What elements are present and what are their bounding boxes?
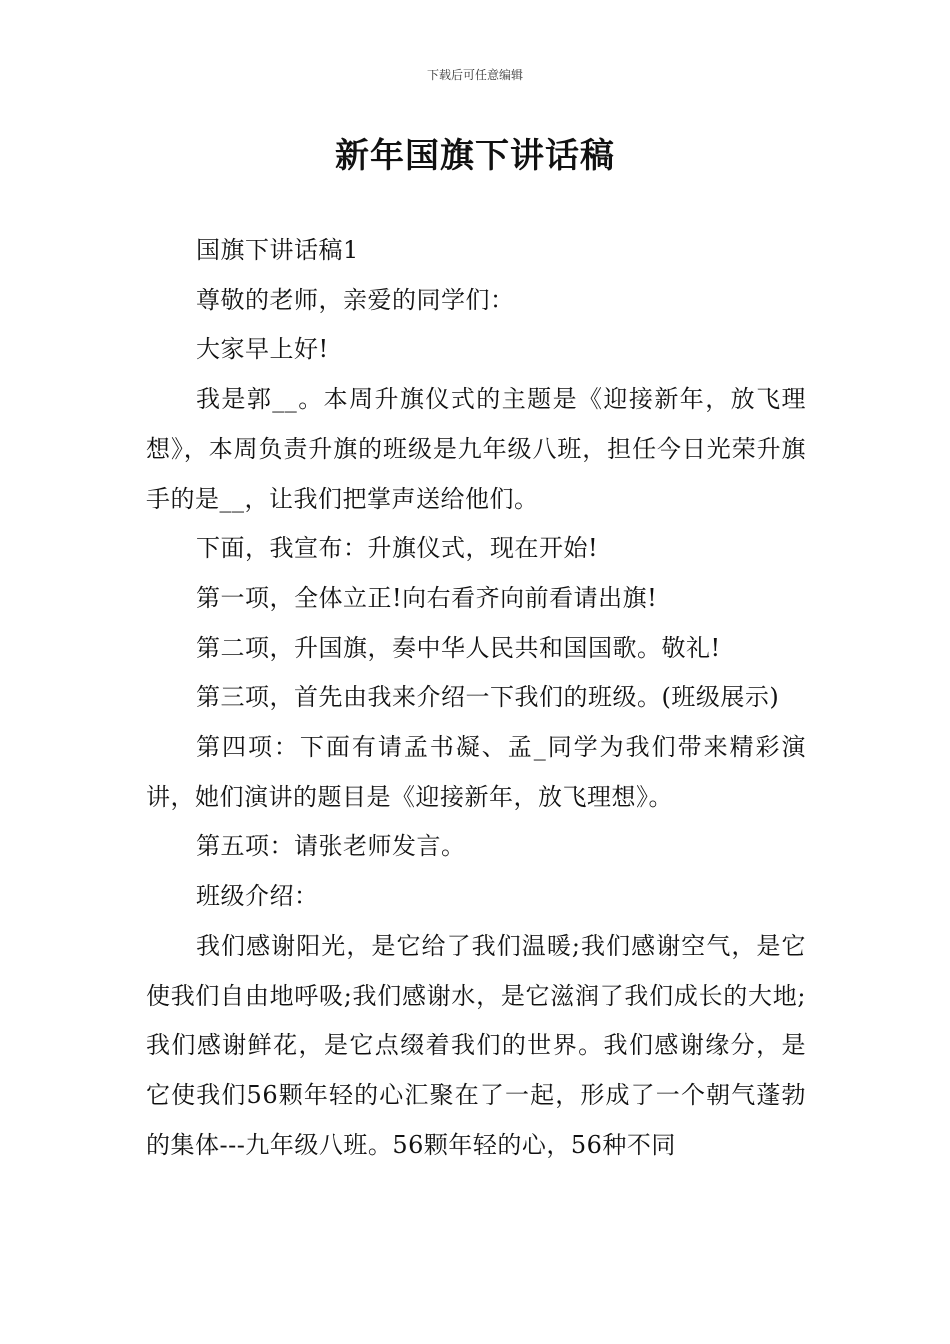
paragraph-item-one: 第一项，全体立正!向右看齐向前看请出旗! [196, 583, 658, 612]
paragraph-item-five: 第五项：请张老师发言。 [196, 832, 466, 861]
paragraph-item-two: 第二项，升国旗，奏中华人民共和国国歌。敬礼! [196, 633, 721, 662]
paragraph-item-three: 第三项，首先由我来介绍一下我们的班级。(班级展示) [196, 683, 780, 712]
header-note: 下载后可任意编辑 [426, 68, 523, 82]
paragraph-class-intro-heading: 班级介绍： [196, 882, 319, 911]
paragraph-announcement: 下面，我宣布：升旗仪式，现在开始! [196, 534, 599, 563]
document-body [146, 226, 806, 1170]
paragraph-item-four: 第四项：下面有请孟书凝、孟_同学为我们带来精彩演讲，她们演讲的题目是《迎接新年，放飞理想》。 [146, 733, 806, 811]
paragraph-greeting: 大家早上好! [196, 335, 329, 364]
paragraph-section-heading: 国旗下讲话稿1 [196, 236, 359, 264]
paragraph-salutation: 尊敬的老师，亲爱的同学们： [196, 285, 515, 314]
paragraph-class-intro-text: 我们感谢阳光，是它给了我们温暖;我们感谢空气，是它使我们自由地呼吸;我们感谢水，是它滋润了我们成长的大地;我们感谢鲜花，是它点缀着我们的世界。我们感谢缘分，是它使我们56颗年轻的心汇聚在了一起，形成了一个朝气蓬勃的集体---九年级八班。56颗年轻的心，56种不同 [146, 931, 806, 1159]
paragraph-introduction: 我是郭__。本周升旗仪式的主题是《迎接新年，放飞理想》，本周负责升旗的班级是九年级八班，担任今日光荣升旗手的是__，让我们把掌声送给他们。 [146, 385, 806, 513]
document-title: 新年国旗下讲话稿 [335, 136, 615, 176]
